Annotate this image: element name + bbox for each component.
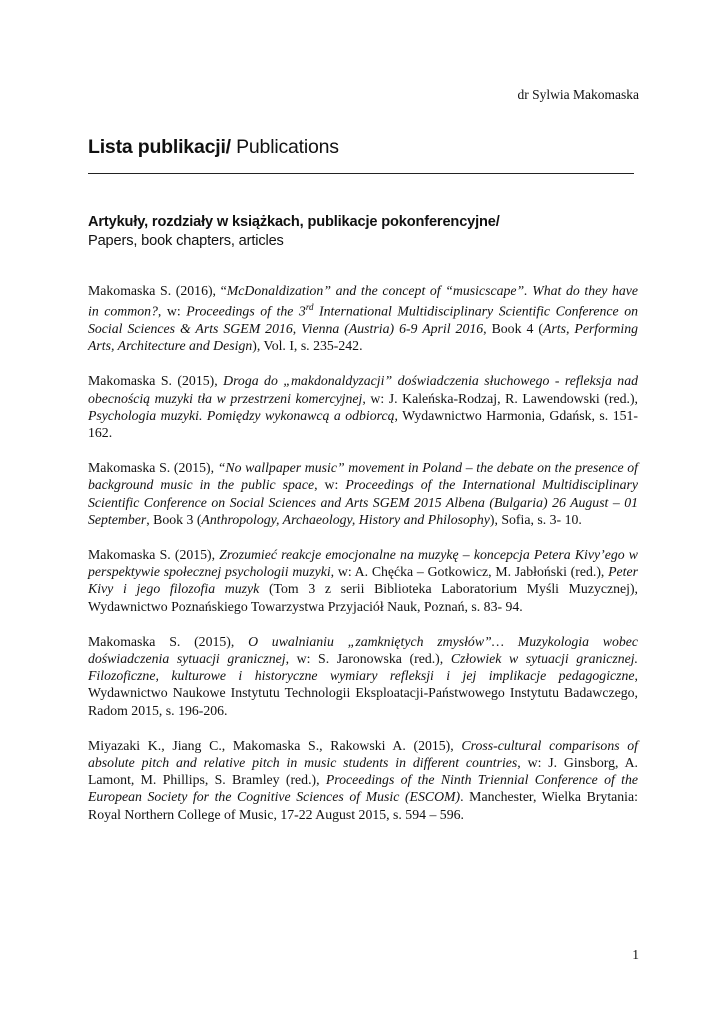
pub-text: , w: J. Ginsborg, A. Lamont, M. Phillips, S. Bramley (red.), — [88, 755, 638, 788]
title-divider — [88, 173, 634, 174]
pub-text: , w: S. Jaronowska (red.), — [285, 651, 451, 667]
pub-text: , — [292, 321, 302, 336]
pub-text: , w: — [157, 303, 187, 319]
section-heading-english: Papers, book chapters, articles — [88, 233, 284, 249]
pub-text: Makomaska S. (2015), — [88, 633, 249, 649]
pub-text: Makomaska S. (2016), “ — [88, 283, 227, 298]
publication-entry-4 — [88, 546, 638, 615]
publication-entry-1 — [88, 282, 638, 354]
pub-superscript: rd — [305, 302, 314, 313]
publication-entry-2 — [88, 372, 638, 441]
pub-text: Makomaska S. (2015), — [88, 460, 218, 476]
pub-source: Proceedings of the Ninth Triennial Conference of the European Society for the Cognitive Sciences of Music (ESCOM) — [88, 772, 638, 805]
pub-source: Człowiek w sytuacji granicznej. Filozoficzne, kulturowe i historyczne wymiary refleksji i jej implikacje pedagogiczne — [88, 651, 638, 684]
pub-source: Arts, Performing Arts, Architecture and Design — [88, 321, 639, 354]
page-title — [88, 136, 339, 159]
pub-text: Makomaska S. (2015), — [88, 373, 224, 389]
pub-title: O uwalnianiu „zamkniętych zmysłów”… Muzykologia wobec doświadczenia sytuacji granicznej — [88, 633, 639, 667]
page-title-english: Publications — [230, 136, 339, 158]
pub-text: , Wydawnictwo Naukowe Instytutu Technologii Eksploatacji-Państwowego Instytutu Badawczego, Radom 2015, s. 196-206. — [88, 668, 638, 718]
author-name: dr Sylwia Makomaska — [517, 87, 639, 102]
pub-source: Peter Kivy i jego filozofia muzyk — [88, 564, 638, 597]
pub-text: (Tom 3 z serii Biblioteka Laboratorium Myśli Muzycznej), Wydawnictwo Poznańskiego Towarzystwa Przyjaciół Nauk, Poznań, s. 83- 94. — [88, 581, 638, 614]
publication-entry-6 — [88, 737, 638, 823]
pub-text: ), Sofia, s. 3- 10. — [489, 511, 582, 527]
section-heading — [88, 213, 500, 251]
pub-source: Proceedings of the International Multidisciplinary Scientific Conference on Social Sciences and Arts SGEM 2015 Albena (Bulgaria) 26 August – 01 September — [88, 477, 638, 527]
pub-title: Droga do „makdonaldyzacji” doświadczenia słuchowego - refleksja nad obecnością muzyki tła w przestrzeni komercyjnej — [88, 373, 638, 406]
publication-entry-5 — [88, 633, 638, 719]
pub-text: , w: J. Kaleńska-Rodzaj, R. Lawendowski (red.), — [362, 390, 638, 406]
pub-text: Makomaska S. (2015), — [88, 547, 220, 563]
pub-source: Proceedings of the 3 — [186, 303, 306, 319]
publication-entry-3 — [88, 459, 638, 528]
pub-title: McDonaldization” and the concept of “musicscape”. What do they have in common? — [88, 283, 639, 319]
pub-text: , Book 4 ( — [483, 321, 543, 336]
pub-text: , Wydawnictwo Harmonia, Gdańsk, s. 151-162. — [88, 407, 638, 441]
pub-source: Psychologia muzyki. Pomiędzy wykonawcą a odbiorcą — [88, 407, 395, 423]
pub-title: “No wallpaper music” movement in Poland – the debate on the presence of background music in the public space — [88, 460, 639, 493]
pub-source: International Multidisciplinary Scientific Conference on Social Sciences & Arts SGEM 2016 — [88, 303, 638, 336]
pub-text: Miyazaki K., Jiang C., Makomaska S., Rakowski A. (2015), — [88, 737, 462, 753]
publication-list — [88, 282, 638, 841]
pub-text: , w: A. Chęćka – Gotkowicz, M. Jabłoński (red.), — [330, 564, 609, 580]
page-title-polish: Lista publikacji/ — [88, 136, 231, 158]
pub-title: Cross-cultural comparisons of absolute pitch and relative pitch in music students in different countries — [88, 737, 638, 771]
pub-title: Zrozumieć reakcje emocjonalne na muzykę – koncepcja Petera Kivy’ego w perspektywie społecznej psychologii muzyki — [88, 547, 638, 580]
pub-source: Anthropology, Archaeology, History and Philosophy — [201, 511, 490, 527]
pub-source: Vienna (Austria) 6-9 April 2016 — [301, 321, 484, 336]
section-heading-polish: Artykuły, rozdziały w książkach, publikacje pokonferencyjne/ — [88, 214, 500, 230]
pub-text: , Book 3 ( — [146, 511, 202, 527]
pub-text: ), Vol. I, s. 235-242. — [252, 338, 363, 354]
pub-text: . Manchester, Wielka Brytania: Royal Northern College of Music, 17-22 August 2015, s. 594 – 596. — [88, 789, 638, 822]
pub-text: , w: — [314, 477, 346, 493]
page-number: 1 — [632, 947, 639, 962]
